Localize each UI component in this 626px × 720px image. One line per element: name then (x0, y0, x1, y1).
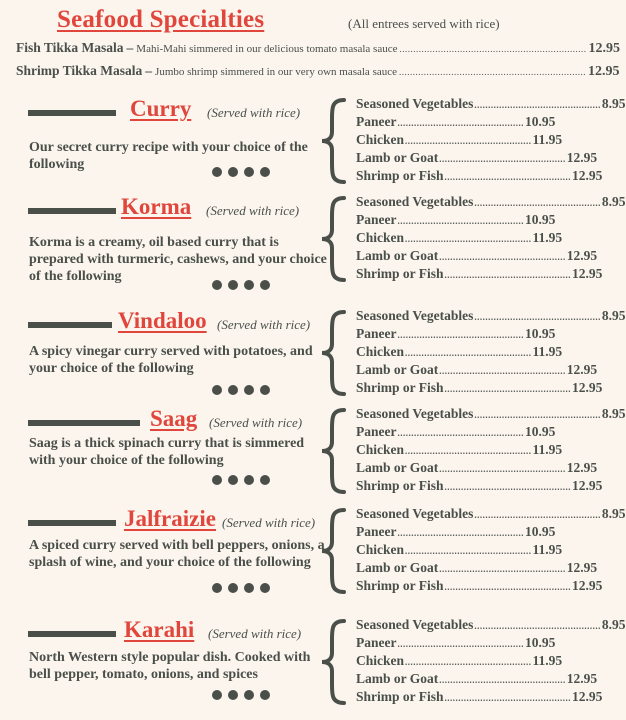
item-name: Chicken (356, 653, 405, 668)
dot-icon (260, 280, 270, 290)
curly-brace-icon (318, 98, 348, 184)
price-row (356, 168, 603, 186)
price-row (356, 194, 626, 212)
price-row (356, 308, 626, 326)
dot-icon (244, 475, 254, 485)
price-row (356, 96, 626, 114)
price-row (356, 478, 603, 496)
dot-leader: .............................................. (405, 136, 532, 146)
dot-leader: .............................................. (444, 482, 572, 492)
specialty-name: Fish Tikka Masala (16, 40, 124, 55)
item-name: Paneer (356, 326, 397, 341)
section-description: Saag is a thick spinach curry that is simmered with your choice of the following (29, 436, 305, 468)
dot-leader: .............................................. (405, 348, 532, 358)
item-price: 12.95 (572, 266, 603, 281)
item-name: Chicken (356, 230, 405, 245)
dot-leader: .............................................. (405, 446, 532, 456)
dot-icon (244, 385, 254, 395)
item-name: Paneer (356, 424, 397, 439)
item-price: 11.95 (532, 653, 563, 668)
dot-icon (212, 385, 222, 395)
item-price: 12.95 (572, 689, 603, 704)
specialty-price: 12.95 (588, 41, 620, 56)
curly-brace-icon (318, 196, 348, 282)
dot-icon (244, 280, 254, 290)
section-description: Our secret curry recipe with your choice of the following (29, 140, 308, 172)
section-subtitle: (Served with rice) (206, 203, 300, 218)
price-list (356, 308, 626, 398)
item-price: 8.95 (601, 506, 626, 521)
item-name: Lamb or Goat (356, 460, 439, 475)
dot-leader: .............................................. (439, 564, 566, 574)
item-name: Seasoned Vegetables (356, 96, 474, 111)
price-row (356, 542, 563, 560)
decorative-dots (212, 167, 270, 177)
item-name: Seasoned Vegetables (356, 406, 474, 421)
item-price: 12.95 (566, 671, 598, 686)
dot-leader: .............................................. (405, 234, 532, 244)
price-row (356, 248, 598, 266)
separator: – (145, 63, 153, 78)
price-row (356, 506, 626, 524)
section-description: Korma is a creamy, oil based curry that is prepared with turmeric, cashews, and your choice of the following (29, 235, 327, 284)
dot-leader: .............................................. (474, 100, 601, 110)
dot-icon (228, 280, 238, 290)
item-name: Seasoned Vegetables (356, 617, 474, 632)
item-price: 12.95 (572, 578, 603, 593)
price-row (356, 362, 598, 380)
dot-icon (212, 583, 222, 593)
dot-leader: .............................................. (474, 621, 601, 631)
item-price: 11.95 (532, 132, 563, 147)
price-list (356, 194, 626, 284)
curly-brace-icon (318, 310, 348, 396)
rice-note: (All entrees served with rice) (348, 16, 500, 31)
section-subtitle: (Served with rice) (222, 515, 316, 530)
item-price: 12.95 (566, 560, 598, 575)
dot-icon (260, 690, 270, 700)
dot-icon (228, 475, 238, 485)
dot-icon (228, 167, 238, 177)
price-row (356, 460, 598, 478)
section-subtitle: (Served with rice) (209, 415, 303, 430)
decorative-dots (212, 583, 270, 593)
item-name: Shrimp or Fish (356, 578, 444, 593)
item-price: 10.95 (524, 635, 556, 650)
price-row (356, 578, 603, 596)
dot-icon (228, 583, 238, 593)
dot-icon (244, 583, 254, 593)
item-price: 8.95 (601, 96, 626, 111)
dot-leader: .............................................. (439, 252, 566, 262)
section-title: Curry (130, 96, 192, 121)
price-list (356, 406, 626, 496)
item-name: Shrimp or Fish (356, 478, 444, 493)
section-description: A spicy vinegar curry served with potatoes, and your choice of the following (29, 344, 313, 376)
item-price: 12.95 (572, 168, 603, 183)
item-price: 10.95 (524, 212, 556, 227)
dot-icon (244, 167, 254, 177)
item-name: Paneer (356, 524, 397, 539)
price-row (356, 380, 603, 398)
item-price: 8.95 (601, 406, 626, 421)
decorative-dots (212, 475, 270, 485)
price-row (356, 617, 626, 635)
dot-leader: .............................................. (397, 216, 524, 226)
price-row (356, 212, 556, 230)
price-row (356, 671, 598, 689)
item-name: Lamb or Goat (356, 150, 439, 165)
section-description: A spiced curry served with bell peppers, onions, a splash of wine, and your choice of the following (29, 538, 325, 570)
item-name: Seasoned Vegetables (356, 308, 474, 323)
decorative-dots (212, 690, 270, 700)
dot-leader: .............................................. (439, 675, 566, 685)
specialty-description: Mahi-Mahi simmered in our delicious tomato masala sauce (136, 43, 398, 55)
item-name: Lamb or Goat (356, 560, 439, 575)
separator: – (126, 40, 134, 55)
price-row (356, 424, 556, 442)
decorative-dots (212, 385, 270, 395)
item-name: Lamb or Goat (356, 248, 439, 263)
decorative-dots (212, 280, 270, 290)
item-price: 11.95 (532, 230, 563, 245)
price-row (356, 266, 603, 284)
item-name: Paneer (356, 212, 397, 227)
dot-icon (260, 167, 270, 177)
price-row (356, 230, 563, 248)
curly-brace-icon (318, 619, 348, 705)
item-price: 10.95 (524, 326, 556, 341)
section-bar (28, 520, 116, 526)
specialty-row (16, 40, 620, 57)
price-row (356, 560, 598, 578)
section-bar (28, 110, 116, 116)
dot-icon (212, 475, 222, 485)
price-row (356, 150, 598, 168)
item-price: 10.95 (524, 524, 556, 539)
dot-leader: .............................................. (474, 198, 601, 208)
item-name: Shrimp or Fish (356, 168, 444, 183)
dot-leader: .............................................. (397, 330, 524, 340)
section-title: Korma (121, 194, 192, 219)
item-price: 8.95 (601, 194, 626, 209)
section-title: Saag (150, 406, 198, 431)
dot-icon (260, 475, 270, 485)
dot-leader: .............................................. (439, 464, 566, 474)
dot-leader: .............................................. (444, 582, 572, 592)
curly-brace-icon (318, 508, 348, 594)
dot-leader: .............................................. (397, 428, 524, 438)
specialty-description: Jumbo shrimp simmered in our very own masala sauce (155, 66, 397, 78)
dot-icon (260, 385, 270, 395)
item-price: 12.95 (566, 460, 598, 475)
dot-leader: .................................................................... (399, 67, 586, 77)
item-price: 12.95 (566, 362, 598, 377)
item-name: Paneer (356, 114, 397, 129)
dot-icon (228, 690, 238, 700)
page-title: Seafood Specialties (57, 6, 265, 33)
price-row (356, 344, 563, 362)
dot-leader: .............................................. (444, 693, 572, 703)
item-price: 11.95 (532, 344, 563, 359)
dot-leader: .............................................. (397, 118, 524, 128)
price-row (356, 442, 563, 460)
item-price: 12.95 (572, 478, 603, 493)
item-price: 10.95 (524, 424, 556, 439)
section-title: Karahi (124, 617, 195, 642)
dot-leader: .............................................. (397, 528, 524, 538)
price-row (356, 132, 563, 150)
item-price: 12.95 (566, 150, 598, 165)
dot-icon (212, 280, 222, 290)
price-row (356, 635, 556, 653)
item-name: Chicken (356, 542, 405, 557)
item-name: Lamb or Goat (356, 362, 439, 377)
price-list (356, 617, 626, 707)
price-row (356, 524, 556, 542)
curly-brace-icon (318, 408, 348, 494)
item-price: 12.95 (572, 380, 603, 395)
dot-leader: .............................................. (397, 639, 524, 649)
dot-leader: .............................................. (405, 657, 532, 667)
dot-leader: .............................................. (439, 366, 566, 376)
price-row (356, 689, 603, 707)
item-name: Shrimp or Fish (356, 266, 444, 281)
dot-icon (212, 690, 222, 700)
item-name: Shrimp or Fish (356, 689, 444, 704)
dot-icon (260, 583, 270, 593)
item-price: 8.95 (601, 308, 626, 323)
item-price: 8.95 (601, 617, 626, 632)
price-row (356, 406, 626, 424)
item-name: Chicken (356, 344, 405, 359)
section-bar (28, 420, 140, 426)
section-bar (28, 322, 112, 328)
dot-leader: .............................................. (444, 270, 572, 280)
specialty-name: Shrimp Tikka Masala (16, 63, 143, 78)
item-price: 11.95 (532, 542, 563, 557)
price-row (356, 326, 556, 344)
specialty-row (16, 63, 620, 80)
item-price: 11.95 (532, 442, 563, 457)
section-title: Jalfraizie (124, 506, 216, 531)
dot-leader: .............................................. (474, 312, 601, 322)
dot-leader: .............................................. (474, 510, 601, 520)
dot-leader: .............................................. (474, 410, 601, 420)
item-name: Chicken (356, 132, 405, 147)
item-name: Shrimp or Fish (356, 380, 444, 395)
dot-leader: .................................................................... (399, 44, 587, 54)
section-description: North Western style popular dish. Cooked with bell pepper, tomato, onions, and spices (29, 650, 311, 682)
dot-icon (244, 690, 254, 700)
dot-leader: .............................................. (405, 546, 532, 556)
section-subtitle: (Served with rice) (208, 626, 302, 641)
section-bar (28, 631, 116, 637)
price-list (356, 506, 626, 596)
price-row (356, 653, 563, 671)
section-bar (28, 208, 116, 214)
price-list (356, 96, 626, 186)
dot-leader: .............................................. (444, 172, 572, 182)
section-title: Vindaloo (118, 308, 207, 333)
dot-icon (228, 385, 238, 395)
dot-leader: .............................................. (444, 384, 572, 394)
item-name: Lamb or Goat (356, 671, 439, 686)
dot-leader: .............................................. (439, 154, 566, 164)
item-name: Chicken (356, 442, 405, 457)
item-name: Seasoned Vegetables (356, 506, 474, 521)
item-name: Seasoned Vegetables (356, 194, 474, 209)
section-subtitle: (Served with rice) (207, 105, 301, 120)
dot-icon (212, 167, 222, 177)
section-subtitle: (Served with rice) (217, 317, 311, 332)
item-price: 10.95 (524, 114, 556, 129)
specialty-price: 12.95 (588, 64, 620, 79)
item-price: 12.95 (566, 248, 598, 263)
price-row (356, 114, 556, 132)
item-name: Paneer (356, 635, 397, 650)
